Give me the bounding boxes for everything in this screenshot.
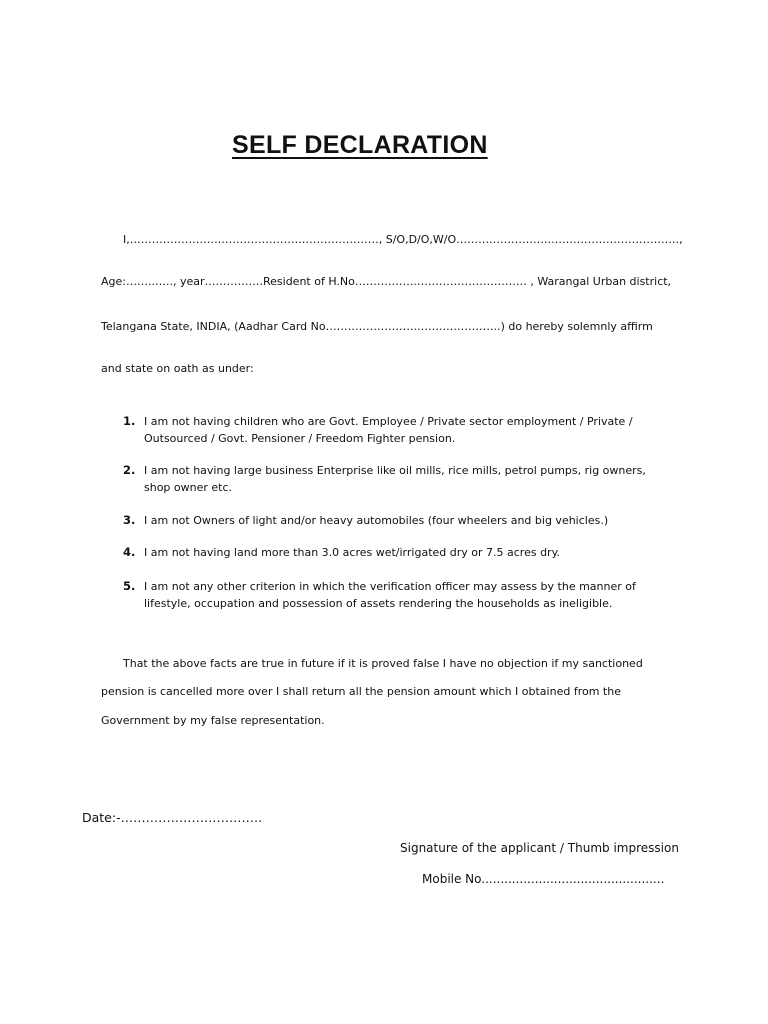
item-text-cont: shop owner etc. [144, 481, 233, 494]
item-number: 4. [123, 545, 136, 559]
intro-line-name: I,…………………….………………….…………………, S/O,D/O,W/O……….……………..……………………………., [123, 233, 683, 246]
mobile-field: Mobile No................................................ [422, 872, 665, 886]
signature-label: Signature of the applicant / Thumb impression [400, 841, 679, 855]
item-text-cont: lifestyle, occupation and possession of assets rendering the households as ineligible. [144, 597, 613, 610]
item-text: I am not having land more than 3.0 acres wet/irrigated dry or 7.5 acres dry. [144, 546, 561, 559]
item-text-cont: Outsourced / Govt. Pensioner / Freedom Fighter pension. [144, 432, 456, 445]
item-text: I am not having large business Enterprise like oil mills, rice mills, petrol pumps, rig owners, [144, 464, 646, 477]
intro-line-oath: and state on oath as under: [101, 362, 254, 375]
date-field: Date:-……………………………. [82, 810, 263, 825]
item-number: 5. [123, 579, 136, 593]
item-number: 2. [123, 463, 136, 477]
item-text: I am not any other criterion in which the verification officer may assess by the manner of [144, 580, 636, 593]
item-text: I am not Owners of light and/or heavy automobiles (four wheelers and big vehicles.) [144, 514, 609, 527]
intro-line-age: Age:……..….., year…………….Resident of H.No……………..………………………… , Warangal Urban district, [101, 275, 672, 288]
item-number: 3. [123, 513, 136, 527]
closing-line-3: Government by my false representation. [101, 714, 325, 727]
closing-line-2: pension is cancelled more over I shall return all the pension amount which I obtained from the [101, 685, 621, 698]
item-number: 1. [123, 414, 136, 428]
page-title: SELF DECLARATION [232, 131, 488, 159]
closing-line-1: That the above facts are true in future if it is proved false I have no objection if my sanctioned [123, 657, 643, 670]
intro-line-aadhar: Telangana State, INDIA, (Aadhar Card No……………………..……..…………..) do hereby solemnly affirm [101, 320, 653, 333]
item-text: I am not having children who are Govt. Employee / Private sector employment / Private / [144, 415, 633, 428]
